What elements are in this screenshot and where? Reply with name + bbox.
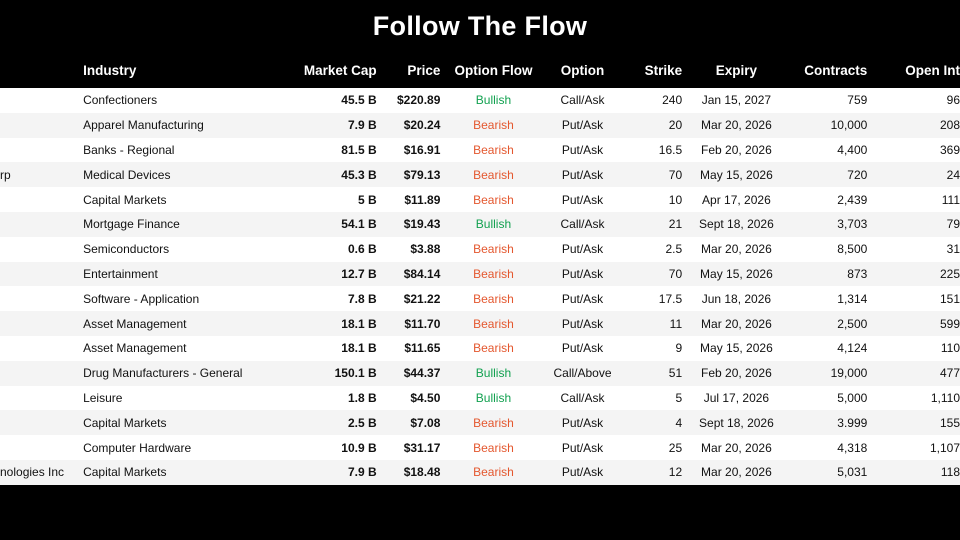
cell-open-interest: 24	[946, 167, 960, 182]
option-flow-badge: Bearish	[473, 167, 514, 182]
cell-strike: 240	[662, 93, 683, 108]
cell-strike: 9	[675, 341, 683, 356]
page-title: Follow The Flow	[372, 10, 588, 41]
cell-contracts: 4,124	[837, 341, 868, 356]
bottom-bar	[0, 485, 960, 540]
cell-market-cap: 18.1 B	[341, 316, 377, 331]
option-flow-badge: Bearish	[473, 316, 514, 331]
cell-expiry: Mar 20, 2026	[701, 440, 772, 455]
cell-open-interest: 79	[946, 217, 960, 232]
cell-open-interest: 1,107	[929, 440, 960, 455]
cell-option: Put/Ask	[561, 118, 604, 133]
cell-price: $19.43	[403, 217, 441, 232]
cell-price: $16.91	[403, 142, 441, 157]
cell-industry: Confectioners	[83, 93, 158, 108]
table-row[interactable]	[0, 262, 960, 287]
cell-industry: Computer Hardware	[83, 440, 192, 455]
cell-open-interest: 110	[940, 341, 960, 356]
table-row[interactable]	[0, 460, 960, 485]
cell-option-flow	[444, 118, 542, 132]
cell-expiry: Jan 15, 2027	[701, 93, 772, 108]
column-header-expiry: Expiry	[715, 62, 758, 78]
option-flow-badge: Bearish	[473, 440, 514, 455]
cell-option-flow	[444, 217, 542, 231]
cell-option-flow	[444, 168, 542, 182]
cell-expiry: Mar 20, 2026	[701, 242, 772, 257]
cell-contracts: 2,500	[837, 316, 868, 331]
cell-market-cap: 2.5 B	[347, 415, 377, 430]
cell-open-interest: 1,110	[930, 390, 960, 405]
column-header-option: Option	[560, 62, 605, 78]
cell-contracts: 3,703	[837, 217, 868, 232]
table-row[interactable]	[0, 162, 960, 187]
cell-strike: 21	[668, 217, 683, 232]
cell-open-interest: 369	[939, 142, 960, 157]
cell-option-flow	[444, 441, 542, 455]
cell-price: $18.48	[403, 465, 441, 480]
cell-contracts: 720	[847, 167, 868, 182]
cell-expiry: Mar 20, 2026	[701, 465, 772, 480]
cell-industry: Asset Management	[83, 316, 187, 331]
cell-contracts: 4,318	[837, 440, 868, 455]
option-flow-badge: Bearish	[473, 192, 514, 207]
cell-contracts: 759	[847, 93, 868, 108]
cell-open-interest: 151	[939, 291, 960, 306]
cell-price: $79.13	[403, 167, 441, 182]
cell-price: $220.89	[397, 93, 441, 108]
cell-option: Put/Ask	[561, 316, 604, 331]
cell-open-interest: 225	[939, 266, 960, 281]
title-bar	[0, 0, 960, 52]
cell-price: $11.65	[404, 341, 441, 356]
cell-market-cap: 7.8 B	[347, 291, 377, 306]
cell-strike: 70	[668, 167, 683, 182]
table-row[interactable]	[0, 410, 960, 435]
cell-contracts: 5,031	[837, 465, 868, 480]
cell-industry: Leisure	[83, 390, 123, 405]
option-flow-badge: Bearish	[473, 242, 514, 257]
table-header-row	[0, 52, 960, 88]
table-row[interactable]	[0, 361, 960, 386]
cell-market-cap: 1.8 B	[347, 390, 377, 405]
option-flow-badge: Bearish	[473, 118, 514, 133]
table-row[interactable]	[0, 237, 960, 262]
cell-open-interest: 96	[946, 93, 960, 108]
option-flow-badge: Bearish	[473, 266, 514, 281]
cell-option: Call/Above	[553, 366, 612, 381]
table-row[interactable]	[0, 286, 960, 311]
cell-expiry: May 15, 2026	[700, 167, 773, 182]
cell-strike: 17.5	[658, 291, 683, 306]
table-row[interactable]	[0, 435, 960, 460]
cell-option-flow	[444, 292, 542, 306]
cell-price: $3.88	[410, 242, 441, 257]
table-row[interactable]	[0, 212, 960, 237]
cell-contracts: 1,314	[837, 291, 868, 306]
cell-contracts: 2,439	[837, 192, 868, 207]
cell-contracts: 4,400	[837, 142, 868, 157]
cell-option-flow	[444, 317, 542, 331]
cell-industry: Capital Markets	[83, 465, 167, 480]
cell-price: $4.50	[410, 390, 441, 405]
table-row[interactable]	[0, 113, 960, 138]
cell-option: Put/Ask	[561, 242, 604, 257]
cell-industry: Banks - Regional	[83, 142, 175, 157]
cell-option-flow	[444, 193, 542, 207]
column-header-option-flow: Option Flow	[454, 62, 533, 78]
cell-market-cap: 5 B	[357, 192, 377, 207]
table-row[interactable]	[0, 88, 960, 113]
cell-market-cap: 10.9 B	[341, 440, 377, 455]
option-flow-badge: Bearish	[473, 291, 514, 306]
column-header-price: Price	[407, 62, 441, 78]
cell-open-interest: 118	[940, 465, 960, 480]
table-row[interactable]	[0, 336, 960, 361]
cell-strike: 70	[668, 266, 683, 281]
cell-price: $31.17	[403, 440, 441, 455]
cell-expiry: Mar 20, 2026	[701, 118, 772, 133]
cell-expiry: Feb 20, 2026	[701, 142, 772, 157]
cell-open-interest: 111	[941, 192, 960, 207]
cell-strike: 12	[668, 465, 683, 480]
option-flow-badge: Bullish	[475, 93, 512, 108]
cell-option-flow	[444, 465, 542, 479]
cell-open-interest: 477	[939, 366, 960, 381]
cell-strike: 10	[668, 192, 683, 207]
cell-option-flow	[444, 366, 542, 380]
cell-contracts: 3.999	[837, 415, 868, 430]
cell-option: Call/Ask	[560, 217, 605, 232]
cell-open-interest: 155	[939, 415, 960, 430]
cell-contracts: 5,000	[837, 390, 868, 405]
cell-contracts: 19,000	[830, 366, 868, 381]
cell-open-interest: 31	[946, 242, 960, 257]
column-header-strike: Strike	[644, 62, 683, 78]
option-flow-badge: Bullish	[475, 366, 512, 381]
cell-industry: Capital Markets	[83, 192, 167, 207]
cell-strike: 4	[675, 415, 683, 430]
cell-industry: Entertainment	[83, 266, 158, 281]
cell-market-cap: 54.1 B	[341, 217, 377, 232]
cell-option: Put/Ask	[561, 440, 604, 455]
cell-open-interest: 599	[939, 316, 960, 331]
cell-option: Put/Ask	[561, 266, 604, 281]
cell-strike: 5	[675, 390, 683, 405]
cell-option: Put/Ask	[561, 341, 604, 356]
cell-option: Put/Ask	[561, 142, 604, 157]
cell-option: Put/Ask	[561, 415, 604, 430]
cell-option-flow	[444, 391, 542, 405]
table-body	[0, 88, 960, 485]
cell-price: $21.22	[403, 291, 441, 306]
cell-industry: Software - Application	[83, 291, 200, 306]
cell-price: $20.24	[403, 118, 441, 133]
cell-market-cap: 18.1 B	[341, 341, 377, 356]
column-header-market-cap: Market Cap	[303, 62, 377, 78]
cell-strike: 16.5	[658, 142, 683, 157]
option-flow-badge: Bullish	[475, 390, 512, 405]
cell-expiry: Jun 18, 2026	[701, 291, 772, 306]
cell-option-flow	[444, 143, 542, 157]
cell-market-cap: 81.5 B	[341, 142, 377, 157]
cell-strike: 51	[668, 366, 683, 381]
cell-price: $7.08	[410, 415, 441, 430]
table-row[interactable]	[0, 311, 960, 336]
table-row[interactable]	[0, 386, 960, 411]
cell-option-flow	[444, 341, 542, 355]
cell-option: Put/Ask	[561, 465, 604, 480]
cell-option: Put/Ask	[561, 192, 604, 207]
cell-option-flow	[444, 93, 542, 107]
column-header-contracts: Contracts	[804, 62, 868, 78]
cell-industry: Capital Markets	[83, 415, 167, 430]
column-header-industry: Industry	[83, 62, 137, 78]
cell-contracts: 10,000	[830, 118, 868, 133]
cell-option-flow	[444, 416, 542, 430]
cell-price: $84.14	[403, 266, 441, 281]
cell-option-flow	[444, 242, 542, 256]
cell-market-cap: 7.9 B	[347, 118, 377, 133]
option-flow-badge: Bearish	[473, 415, 514, 430]
cell-industry: Semiconductors	[83, 242, 170, 257]
cell-market-cap: 150.1 B	[334, 366, 377, 381]
cell-company: nologies Inc	[0, 465, 65, 480]
cell-contracts: 873	[847, 266, 868, 281]
cell-option: Put/Ask	[561, 167, 604, 182]
cell-expiry: Feb 20, 2026	[701, 366, 772, 381]
cell-price: $44.37	[403, 366, 441, 381]
cell-strike: 11	[669, 316, 683, 331]
cell-market-cap: 0.6 B	[347, 242, 377, 257]
cell-price: $11.70	[404, 316, 441, 331]
cell-industry: Drug Manufacturers - General	[83, 366, 243, 381]
cell-industry: Asset Management	[83, 341, 187, 356]
cell-expiry: Apr 17, 2026	[702, 192, 771, 207]
cell-expiry: May 15, 2026	[700, 341, 773, 356]
cell-market-cap: 45.5 B	[341, 93, 377, 108]
cell-option-flow	[444, 267, 542, 281]
cell-company: rp	[0, 167, 11, 182]
cell-expiry: May 15, 2026	[700, 266, 773, 281]
cell-market-cap: 45.3 B	[341, 167, 377, 182]
cell-market-cap: 12.7 B	[341, 266, 377, 281]
cell-open-interest: 208	[939, 118, 960, 133]
table-row[interactable]	[0, 138, 960, 163]
option-flow-badge: Bullish	[475, 217, 512, 232]
cell-expiry: Sept 18, 2026	[699, 217, 774, 232]
column-header-open-interest: Open Int	[905, 62, 960, 78]
cell-market-cap: 7.9 B	[347, 465, 377, 480]
cell-option: Call/Ask	[560, 390, 605, 405]
table-row[interactable]	[0, 187, 960, 212]
cell-strike: 20	[668, 118, 683, 133]
cell-industry: Mortgage Finance	[83, 217, 180, 232]
option-flow-badge: Bearish	[473, 341, 514, 356]
option-flow-badge: Bearish	[473, 142, 514, 157]
cell-expiry: Mar 20, 2026	[701, 316, 772, 331]
cell-expiry: Sept 18, 2026	[699, 415, 774, 430]
cell-industry: Apparel Manufacturing	[83, 118, 204, 133]
cell-strike: 25	[668, 440, 683, 455]
option-flow-badge: Bearish	[473, 465, 514, 480]
cell-price: $11.89	[404, 192, 441, 207]
cell-expiry: Jul 17, 2026	[703, 390, 770, 405]
cell-option: Call/Ask	[560, 93, 605, 108]
cell-strike: 2.5	[665, 242, 683, 257]
cell-contracts: 8,500	[837, 242, 868, 257]
cell-industry: Medical Devices	[83, 167, 171, 182]
cell-option: Put/Ask	[561, 291, 604, 306]
